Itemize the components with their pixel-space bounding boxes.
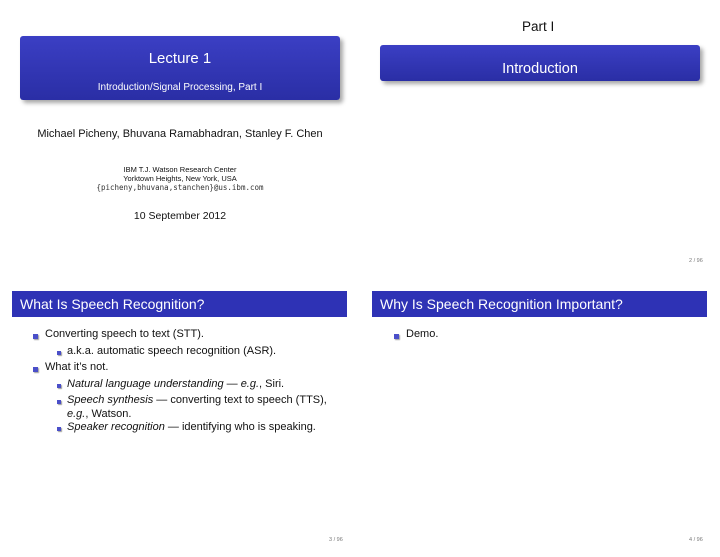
institution-location: Yorktown Heights, New York, USA [123,174,237,183]
sub-bullet-continuation: e.g., Watson. [67,408,132,420]
slide-part [360,0,720,278]
lecture-title: Lecture 1 [148,50,212,67]
sub-bullet-item: Speech synthesis — converting text to speech (TTS), [67,394,327,406]
bullet-icon [394,334,399,339]
page-number: 3 / 96 [329,537,343,543]
frame-title: What Is Speech Recognition? [20,296,205,312]
title-block [20,36,340,100]
sub-bullet-item: Natural language understanding — e.g., Siri. [67,378,285,390]
section-title: Introduction [502,61,578,77]
institution-name: IBM T.J. Watson Research Center [123,165,237,174]
bullet-item: Converting speech to text (STT). [45,328,204,340]
lecture-date: 10 September 2012 [133,210,227,222]
part-label: Part I [522,19,555,34]
sub-bullet-item: Speaker recognition — identifying who is speaking. [67,421,316,433]
frame-title-bar [12,291,347,317]
slide-what-is-asr [0,279,360,557]
bullet-item: Demo. [406,328,439,340]
lecture-subtitle: Introduction/Signal Processing, Part I [97,82,263,93]
author-emails: {picheny,bhuvana,stanchen}@us.ibm.com [96,183,264,192]
frame-title-bar [372,291,707,317]
page-number: 2 / 96 [689,258,703,264]
section-title-block [380,45,700,81]
slide-title [0,0,360,278]
sub-bullet-icon [57,351,61,355]
frame-title: Why Is Speech Recognition Important? [380,296,623,312]
sub-bullet-item: a.k.a. automatic speech recognition (ASR). [67,345,277,357]
bullet-item: What it’s not. [45,361,109,373]
page-number: 4 / 96 [689,537,703,543]
slide-why-asr [360,279,720,557]
sub-bullet-icon [57,384,61,388]
sub-bullet-icon [57,427,61,431]
sub-bullet-icon [57,400,61,404]
bullet-icon [33,334,38,339]
bullet-icon [33,367,38,372]
authors: Michael Picheny, Bhuvana Ramabhadran, Stanley F. Chen [37,128,323,140]
